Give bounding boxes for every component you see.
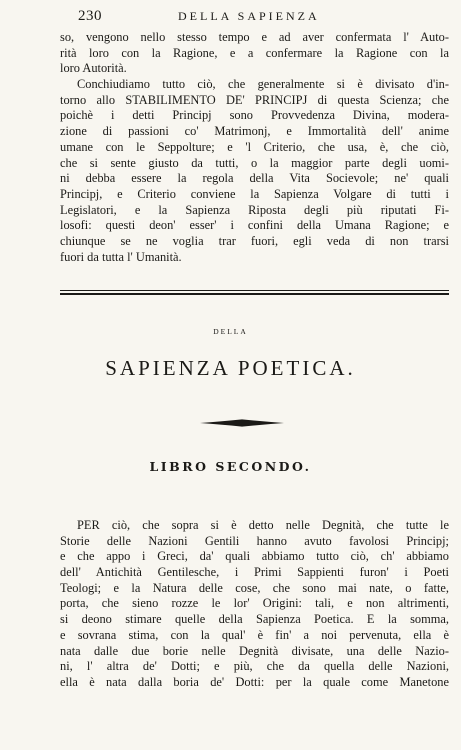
text-line: e sovrana stima, con la qual' è fin' a noi pervenuta, ella è <box>60 627 449 642</box>
text-line: fuori da tutta l' Umanità. <box>60 249 182 264</box>
text-line: Storie delle Nazioni Gentili hanno avuto favolosi Principj; <box>60 533 449 548</box>
section-divider-rule <box>60 290 449 296</box>
text-line: PER ciò, che sopra si è detto nelle Degnità, che tutte le <box>77 518 449 532</box>
text-line: rità loro con la Ragione, e a confermare la Ragione con la <box>60 45 449 60</box>
text-line: poichè i detti Principj sono Provvedenza Divina, modera- <box>60 108 449 123</box>
text-line: loro Autorità. <box>60 61 127 76</box>
text-line: porta, che sieno rozze le lor' Origini: tali, e non altrimenti, <box>60 596 449 611</box>
page-header <box>78 8 441 28</box>
text-line: chiunque se ne voglia trar fuori, egli veda di non trarsi <box>60 233 449 248</box>
top-paragraph <box>60 30 449 265</box>
text-line: Conchiudiamo tutto ciò, che generalmente si è divisato d'in- <box>77 77 449 92</box>
body-paragraph <box>60 518 449 691</box>
text-line: Legislatori, e la Sapienza Riposta degli più riputati Fi- <box>60 202 449 217</box>
ornamental-rule-icon <box>200 418 284 428</box>
section-title: SAPIENZA POETICA. <box>105 356 356 380</box>
text-line: umane con le Seppolture; e 'l Criterio, che usa, è, che ciò, <box>60 139 449 154</box>
text-line: e che appo i Greci, da' quali abbiamo tutto ciò, ch' abbiamo <box>60 549 449 564</box>
text-line: Teologi; e la Natura delle cose, che sono mai nate, o fatte, <box>60 580 449 595</box>
text-line: losofi: questi deon' esser' i confini della Umana Ragione; e <box>60 218 449 233</box>
text-line: ni debba essere la regola della Vita Socievole; ne' quali <box>60 171 449 186</box>
text-line: che si sente giusto da tutti, o la maggior parte degli uomi- <box>60 155 449 170</box>
book-subtitle: LIBRO SECONDO. <box>149 459 312 474</box>
running-head: DELLA SAPIENZA <box>178 9 320 23</box>
text-line: so, vengono nello stesso tempo e ad aver confermata l' Auto- <box>60 30 449 44</box>
text-line: nata dalle due borie nelle Degnità divisate, una delle Nazio- <box>60 643 449 658</box>
section-della-label: DELLA <box>213 327 248 336</box>
text-line: ni, l' altra de' Dotti; e più, che da quella delle Nazioni, <box>60 659 449 674</box>
text-line: Principj, e Criterio conviene la Sapienza Volgare di tutti i <box>60 186 449 201</box>
page-number: 230 <box>78 8 102 24</box>
text-line: si deono stimare quelle della Sapienza Poetica. E la somma, <box>60 612 449 627</box>
text-line: torno allo STABILIMENTO DE' PRINCIPJ di questa Scienza; che <box>60 92 449 107</box>
text-line: ella è nata dalla boria de' Dotti: per la quale come Manetone <box>60 674 449 689</box>
text-line: zione di passioni co' Matrimonj, e Immortalità dell' anime <box>60 124 449 139</box>
text-line: dell' Antichità Gentilesche, i Primi Sappienti furon' i Poeti <box>60 565 449 580</box>
